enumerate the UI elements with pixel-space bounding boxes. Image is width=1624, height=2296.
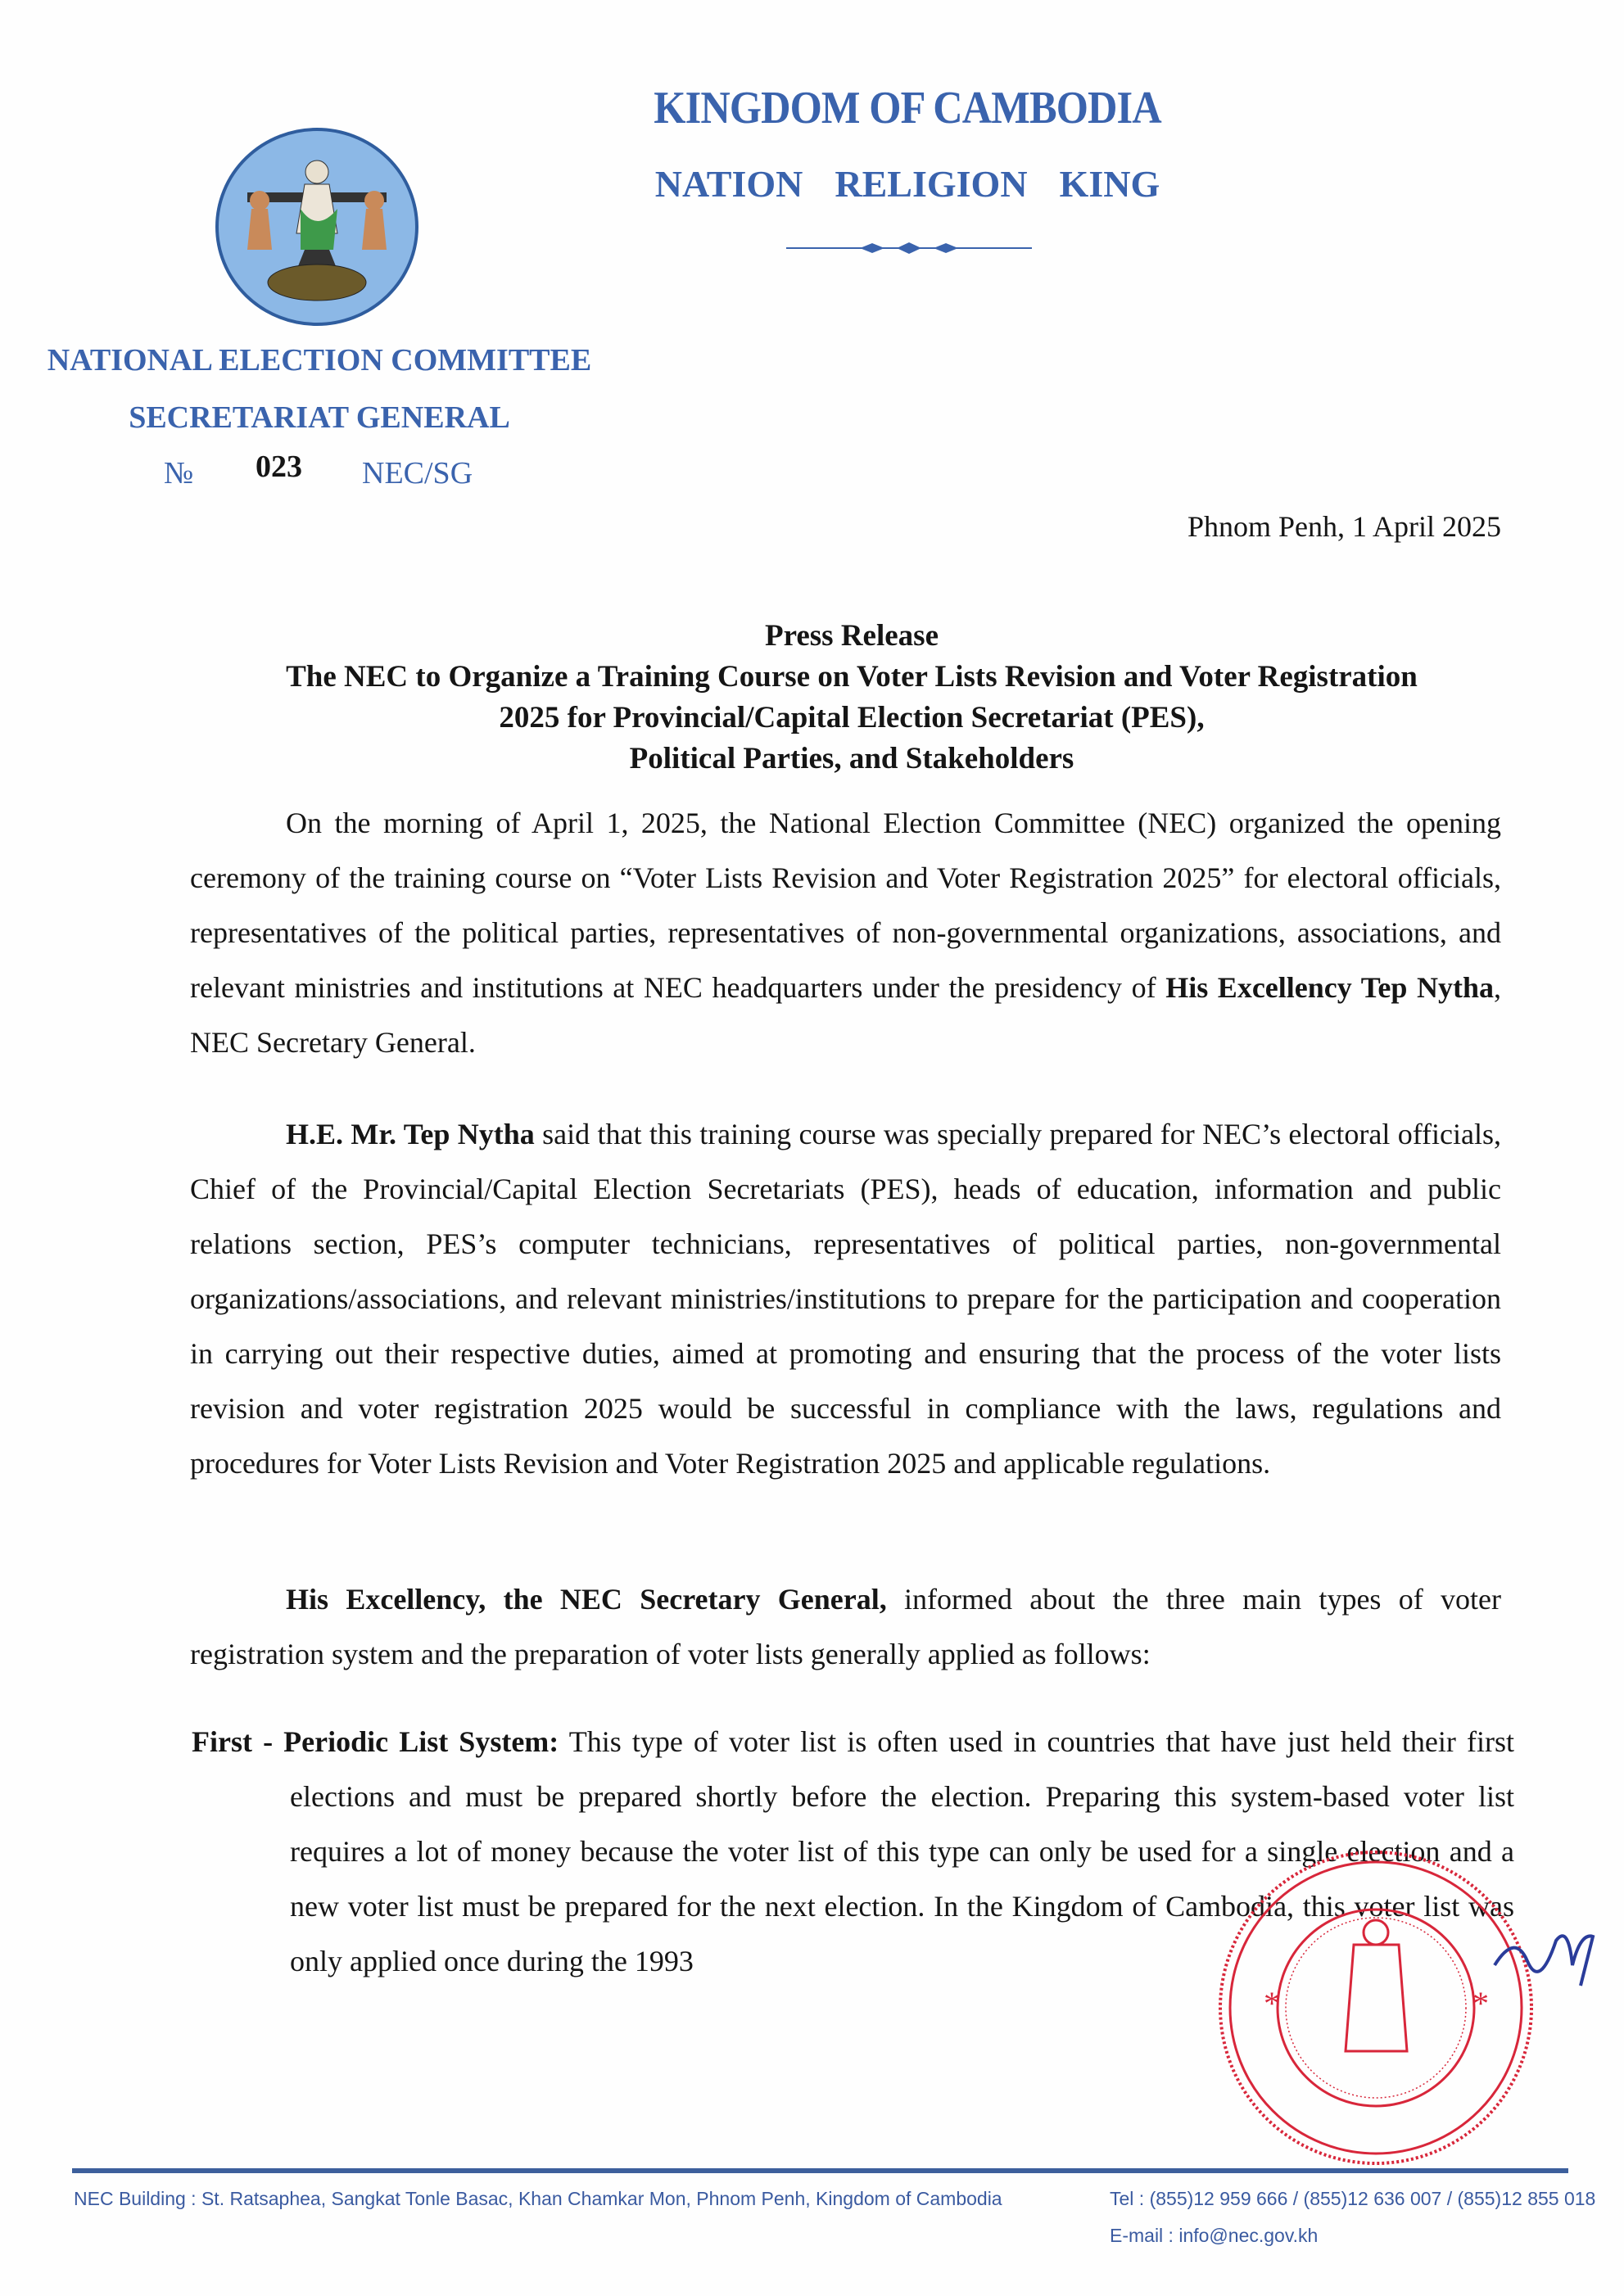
- press-release-title: [164, 616, 1540, 780]
- kingdom-heading: KINGDOM OF CAMBODIA: [654, 83, 1161, 133]
- list-item-text: This type of voter list is often used in countries that have just held their first elections and must be prepared shortly before the election. Preparing this system-based voter list requires a lot of money because the voter list of this type can only be used for a single election and a new voter list must be prepared for the next election. In the Kingdom of Cambodia, this voter list was only applied once during the 1993: [290, 1725, 1514, 1977]
- paragraph-bold: H.E. Mr. Tep Nytha: [286, 1118, 535, 1150]
- document-date: Phnom Penh, 1 April 2025: [1187, 510, 1501, 543]
- footer-email: E-mail : info@nec.gov.kh: [1110, 2225, 1319, 2246]
- paragraph-bold: His Excellency, the NEC Secretary General,: [286, 1583, 887, 1616]
- svg-text:*: *: [1472, 1985, 1489, 2022]
- document-number: 023: [256, 450, 302, 484]
- paragraph-text: On the morning of April 1, 2025, the National Election Committee (NEC) organized the opening ceremony of the training course on “Voter Lists Revision and Voter Registration 2025” for electoral officials, representatives of the political parties, representatives of non-governmental organizations, associations, and relevant ministries and institutions at NEC headquarters under the presidency of: [190, 807, 1501, 1004]
- press-release-label: Press Release: [765, 619, 939, 653]
- org-name: NATIONAL ELECTION COMMITTEE: [47, 343, 592, 377]
- svg-text:*: *: [1264, 1985, 1280, 2022]
- motto-heading: NATION RELIGION KING: [654, 163, 1160, 205]
- footer-telephone: Tel : (855)12 959 666 / (855)12 636 007 / (855)12 855 018: [1110, 2188, 1596, 2209]
- list-item-label: First - Periodic List System:: [192, 1725, 559, 1758]
- footer-address: NEC Building : St. Ratsaphea, Sangkat Tonle Basac, Khan Chamkar Mon, Phnom Penh, Kingdom of Cambodia: [74, 2188, 1002, 2209]
- headline-line-3: Political Parties, and Stakeholders: [629, 742, 1074, 775]
- footer-divider: [72, 2168, 1568, 2173]
- paragraph-3: [190, 1572, 1501, 1682]
- nec-seal-logo: [215, 127, 419, 328]
- signature: [1491, 1916, 1597, 1990]
- headline-line-1: The NEC to Organize a Training Course on Voter Lists Revision and Voter Registration: [286, 660, 1418, 694]
- paragraph-text: informed about the three main types of voter registration system and the preparation of voter lists generally applied as follows:: [190, 1583, 1502, 1670]
- ornament-divider: [786, 242, 1032, 254]
- headline-line-2: 2025 for Provincial/Capital Election Secretariat (PES),: [499, 701, 1205, 734]
- number-prefix: №: [164, 456, 194, 490]
- paragraph-bold: His Excellency Tep Nytha: [1165, 971, 1495, 1004]
- org-subdivision: SECRETARIAT GENERAL: [129, 400, 510, 435]
- number-suffix: NEC/SG: [362, 456, 473, 490]
- paragraph-text: said that this training course was specially prepared for NEC’s electoral officials, Chief of the Provincial/Capital Election Secretariats (PES), heads of education, information and public relations section, PES’s computer technicians, representatives of political parties, non-governmental organizations/associations, and relevant ministries/institutions to prepare for the participation and cooperation in carrying out their respective duties, aimed at promoting and ensuring that the process of the voter lists revision and voter registration 2025 would be successful in compliance with the laws, regulations and procedures for Voter Lists Revision and Voter Registration 2025 and applicable regulations.: [190, 1118, 1501, 1480]
- paragraph-text: , NEC Secretary General.: [190, 971, 1502, 1059]
- official-stamp: [1215, 1846, 1538, 2170]
- paragraph-1: [190, 796, 1501, 1070]
- paragraph-2: [190, 1107, 1501, 1491]
